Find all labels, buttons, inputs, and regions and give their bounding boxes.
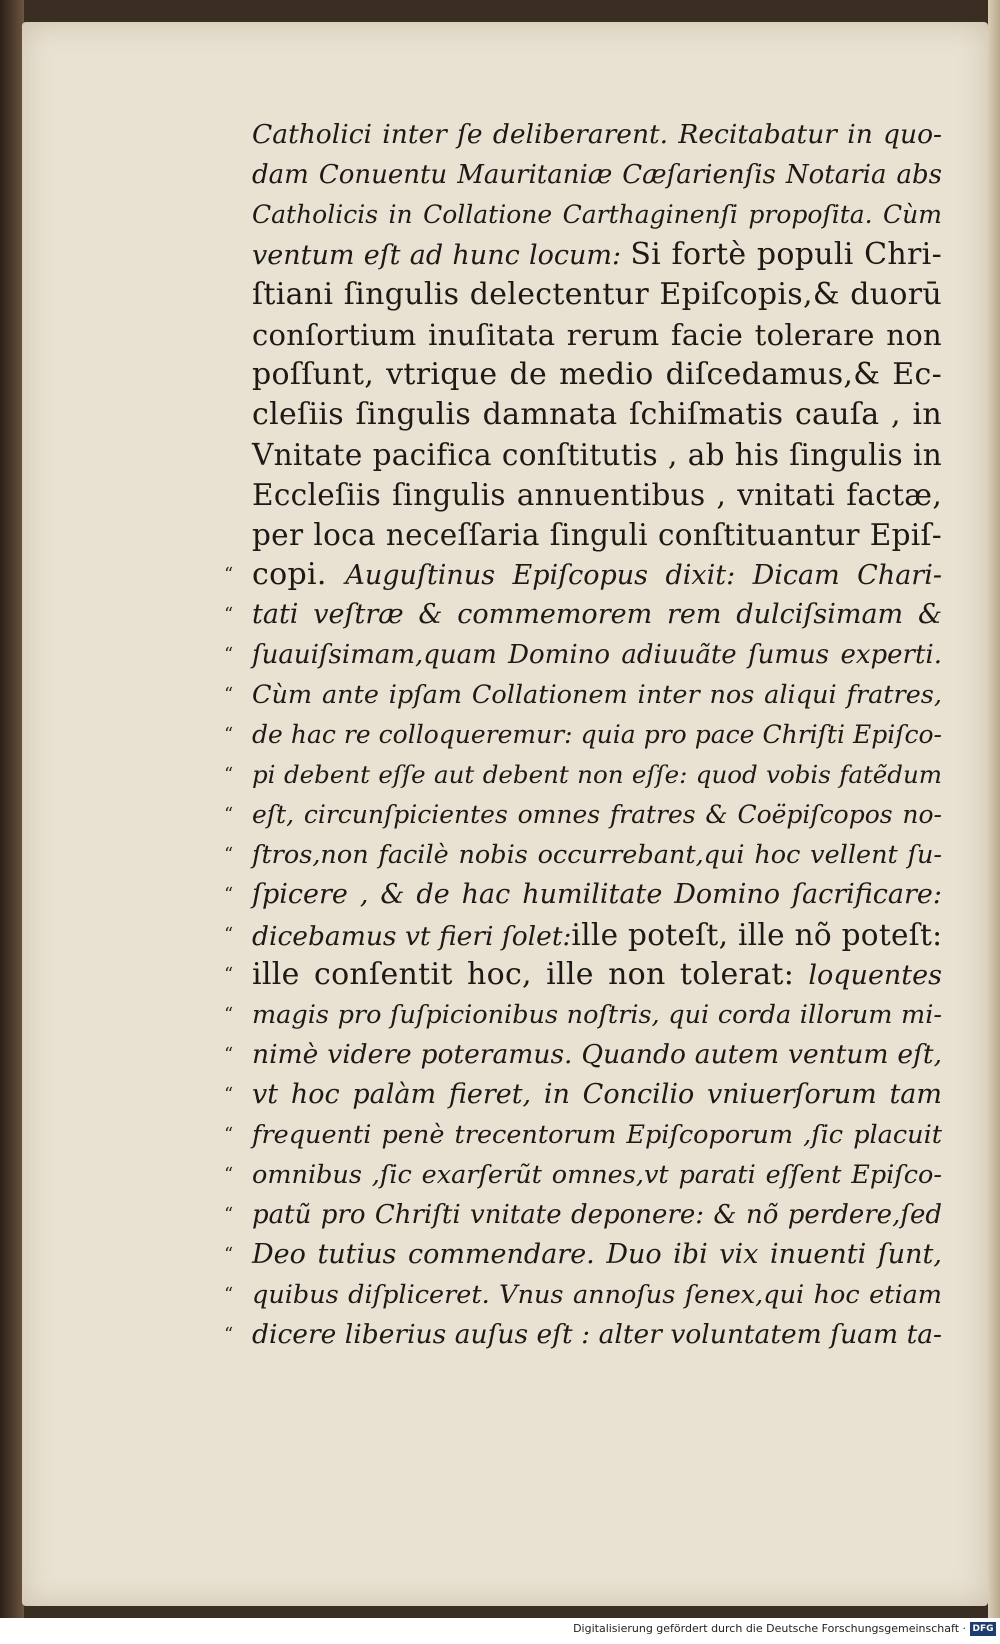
roman-text-run: conſortium inuſitata rerum facie tolerare non	[252, 318, 942, 352]
marginal-quote-mark: “	[224, 1204, 234, 1225]
text-line	[252, 155, 942, 195]
text-line	[224, 715, 942, 755]
page-text-block	[224, 115, 943, 1355]
italic-text-run: ſpicere , & de hac humilitate Domino ſacrificare:	[252, 879, 942, 910]
line-text	[252, 995, 942, 1035]
roman-text-run: ille poteſt, ille nõ poteſt:	[571, 918, 943, 952]
marginal-quote-mark: “	[224, 724, 234, 745]
marginal-quote-mark: “	[224, 1324, 234, 1345]
italic-text-run: Catholici inter ſe deliberarent. Recitabatur in quo-	[252, 119, 942, 150]
line-text	[252, 1075, 942, 1115]
line-text	[252, 515, 942, 555]
roman-text-run: poſſunt, vtrique de medio diſcedamus,& Ec-	[252, 357, 942, 392]
line-text	[252, 555, 942, 595]
roman-text-run: per loca neceſſaria ſinguli conſtituantur Epiſ-	[252, 518, 942, 552]
marginal-quote-mark: “	[224, 804, 234, 825]
line-text	[252, 635, 942, 675]
line-text	[252, 595, 942, 635]
line-text	[252, 675, 942, 715]
text-line	[224, 1275, 942, 1315]
text-line	[224, 1115, 942, 1155]
text-line	[224, 915, 943, 955]
line-text	[252, 1275, 942, 1315]
marginal-quote-mark: “	[224, 1044, 234, 1065]
italic-text-run: ſuauiſsimam,quam Domino adiuuãte ſumus experti.	[252, 640, 942, 670]
italic-text-run: nimè videre poteramus. Quando autem ventum eſt,	[252, 1039, 942, 1070]
italic-text-run: Auguſtinus Epiſcopus dixit: Dicam Chari-	[345, 560, 942, 591]
line-text	[252, 275, 942, 315]
marginal-quote-mark: “	[224, 1244, 234, 1265]
line-text	[252, 195, 942, 235]
text-line	[224, 1315, 942, 1355]
text-line	[252, 115, 942, 155]
text-line	[224, 1035, 942, 1075]
line-text	[252, 915, 942, 955]
roman-text-run: ſtiani ſingulis delectentur Epiſcopis,& duorū	[252, 277, 942, 312]
text-line	[252, 315, 942, 355]
italic-text-run: frequenti penè trecentorum Epiſcoporum ,ſic placuit	[252, 1120, 942, 1150]
italic-text-run: tati veſtræ & commemorem rem dulciſsimam &	[252, 599, 942, 630]
text-line	[224, 755, 942, 795]
marginal-quote-mark: “	[224, 1084, 234, 1105]
text-line	[224, 635, 942, 675]
roman-text-run: Vnitate pacifica conſtitutis , ab his ſingulis in	[252, 438, 942, 472]
line-text	[252, 715, 942, 755]
line-text	[252, 795, 942, 835]
page-edge	[988, 0, 1000, 1618]
text-line	[224, 1075, 942, 1115]
italic-text-run: dicere liberius auſus eſt : alter voluntatem ſuam ta-	[252, 1319, 942, 1350]
text-line	[252, 355, 942, 395]
line-text	[252, 355, 942, 395]
italic-text-run: Cùm ante ipſam Collationem inter nos aliqui fratres,	[252, 680, 942, 710]
text-line	[224, 955, 942, 995]
italic-text-run: patũ pro Chriſti vnitate deponere: & nõ perdere,ſed	[252, 1200, 942, 1230]
marginal-quote-mark: “	[224, 844, 234, 865]
italic-text-run: dam Conuentu Mauritaniæ Cæſarienſis Notaria abs	[252, 160, 942, 190]
line-text	[252, 1195, 942, 1235]
line-text	[252, 955, 942, 995]
italic-text-run: dicebamus vt fieri ſolet:	[252, 921, 572, 952]
italic-text-run: pi debent eſſe aut debent non eſſe: quod vobis fatẽdum	[252, 760, 942, 789]
line-text	[252, 155, 942, 195]
line-text	[252, 1035, 942, 1075]
line-text	[252, 1235, 942, 1275]
text-line	[252, 395, 942, 435]
text-line	[224, 795, 942, 835]
italic-text-run: ventum eſt ad hunc locum:	[252, 240, 631, 271]
italic-text-run: Catholicis in Collatione Carthaginenſi propoſita. Cùm	[252, 200, 942, 229]
roman-text-run: Eccleſiis ſingulis annuentibus , vnitati factæ,	[252, 478, 942, 512]
marginal-quote-mark: “	[224, 684, 234, 705]
line-text	[252, 235, 942, 275]
marginal-quote-mark: “	[224, 924, 234, 945]
text-line	[224, 1235, 942, 1275]
line-text	[252, 315, 942, 355]
roman-text-run: Si fortè populi Chri-	[630, 237, 943, 272]
line-text	[252, 395, 942, 435]
marginal-quote-mark: “	[224, 1164, 234, 1185]
italic-text-run: loquentes	[808, 960, 942, 991]
line-text	[252, 835, 942, 875]
marginal-quote-mark: “	[224, 1284, 234, 1305]
text-line	[224, 995, 942, 1035]
text-line	[224, 675, 942, 715]
line-text	[252, 475, 942, 515]
marginal-quote-mark: “	[224, 604, 234, 625]
italic-text-run: de hac re colloqueremur: quia pro pace Chriſti Epiſco-	[252, 720, 942, 749]
text-line	[252, 275, 942, 315]
italic-text-run: omnibus ,ſic exarſerũt omnes,vt parati eſſent Epiſco-	[252, 1160, 942, 1190]
marginal-quote-mark: “	[224, 884, 234, 905]
text-line	[224, 875, 942, 915]
footer-bar	[0, 1618, 1000, 1644]
marginal-quote-mark: “	[224, 1004, 234, 1025]
text-line	[224, 595, 942, 635]
roman-text-run: ille conſentit hoc, ille non tolerat:	[252, 957, 809, 992]
text-line	[252, 235, 942, 275]
line-text	[252, 755, 942, 795]
page-binding-shadow	[0, 0, 24, 1618]
marginal-quote-mark: “	[224, 644, 234, 665]
marginal-quote-mark: “	[224, 564, 234, 585]
text-line	[252, 435, 942, 475]
marginal-quote-mark: “	[224, 964, 234, 985]
footer-credit: Digitalisierung gefördert durch die Deutsche Forschungsgemeinschaft ·	[573, 1622, 966, 1635]
line-text	[252, 1315, 942, 1355]
italic-text-run: eſt, circunſpicientes omnes fratres & Coëpiſcopos no-	[252, 800, 942, 829]
italic-text-run: vt hoc palàm fieret, in Concilio vniuerſorum tam	[252, 1079, 942, 1110]
line-text	[252, 115, 942, 155]
line-text	[252, 1155, 942, 1195]
text-line	[224, 1195, 942, 1235]
text-line	[224, 1155, 942, 1195]
italic-text-run: quibus diſpliceret. Vnus annoſus ſenex,qui hoc etiam	[252, 1280, 942, 1310]
roman-text-run: cleſiis ſingulis damnata ſchiſmatis cauſa , in	[252, 397, 942, 432]
text-line	[224, 835, 942, 875]
roman-text-run: copi.	[252, 557, 346, 592]
line-text	[252, 435, 942, 475]
text-line	[252, 515, 942, 555]
italic-text-run: ſtros,non facilè nobis occurrebant,qui hoc vellent ſu-	[252, 840, 942, 870]
line-text	[252, 875, 942, 915]
dfg-logo: DFG	[970, 1622, 996, 1636]
text-line	[252, 195, 942, 235]
italic-text-run: magis pro ſuſpicionibus noſtris, qui corda illorum mi-	[252, 1000, 942, 1030]
italic-text-run: Deo tutius commendare. Duo ibi vix inuenti ſunt,	[252, 1239, 942, 1270]
text-line	[224, 555, 942, 595]
marginal-quote-mark: “	[224, 764, 234, 785]
marginal-quote-mark: “	[224, 1124, 234, 1145]
line-text	[252, 1115, 942, 1155]
text-line	[252, 475, 942, 515]
